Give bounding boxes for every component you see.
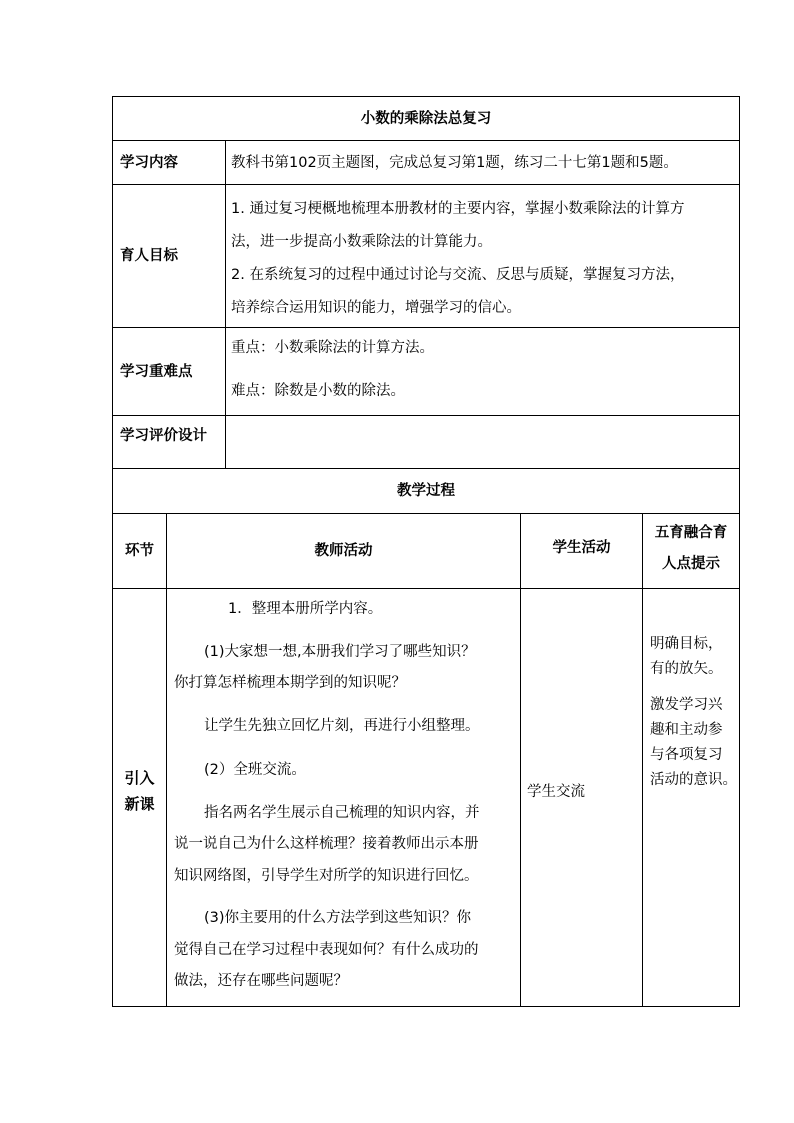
education-hint xyxy=(650,632,740,793)
table-rule xyxy=(112,1006,740,1007)
teacher-p6-line-3: 做法，还存在哪些问题呢？ xyxy=(174,973,348,989)
key-points-label: 学习重难点 xyxy=(120,363,193,380)
table-rule xyxy=(642,513,643,1007)
process-title: 教学过程 xyxy=(397,483,455,499)
teacher-p3: 让学生先独立回忆片刻，再进行小组整理。 xyxy=(204,718,480,734)
student-activity: 学生交流 xyxy=(527,784,585,800)
lesson-title: 小数的乘除法总复习 xyxy=(360,110,492,127)
teacher-p5-line-1: 指名两名学生展示自己梳理的知识内容，并 xyxy=(204,805,480,821)
table-rule xyxy=(739,96,740,1007)
stage-line-2: 新课 xyxy=(124,795,155,813)
header-student-activity: 学生活动 xyxy=(552,540,611,556)
teacher-p2-line-1: (1)大家想一想,本册我们学习了哪些知识？ xyxy=(204,644,476,660)
stage-cell xyxy=(113,765,166,817)
header-hint-line-2: 人点提示 xyxy=(662,556,720,572)
teacher-p1: 1．整理本册所学内容。 xyxy=(228,601,383,617)
content-label: 学习内容 xyxy=(120,154,178,171)
goal-item-1-line-2: 法，进一步提高小数乘除法的计算能力。 xyxy=(231,234,492,250)
goal-item-1-line-1: 1. 通过复习梗概地梳理本册教材的主要内容，掌握小数乘除法的计算方 xyxy=(231,201,685,217)
header-stage: 环节 xyxy=(125,543,154,559)
header-teacher-activity: 教师活动 xyxy=(314,543,373,559)
evaluation-label: 学习评价设计 xyxy=(120,428,207,444)
hint-line-4: 趣和主动参 xyxy=(650,722,723,738)
goals-text xyxy=(231,193,737,325)
goals-label: 育人目标 xyxy=(120,248,178,264)
hint-line-5: 与各项复习 xyxy=(650,747,723,763)
teacher-p2-line-2: 你打算怎样梳理本期学到的知识呢？ xyxy=(174,675,406,691)
teacher-p6-line-2: 觉得自己在学习过程中表现如何？有什么成功的 xyxy=(174,942,479,958)
hint-line-2: 有的放矢。 xyxy=(650,661,723,677)
teacher-p5-line-2: 说一说自己为什么这样梳理？接着教师出示本册 xyxy=(174,836,479,852)
goal-item-2-line-2: 培养综合运用知识的能力，增强学习的信心。 xyxy=(231,300,521,316)
teacher-p5-line-3: 知识网络图，引导学生对所学的知识进行回忆。 xyxy=(174,868,479,884)
table-rule xyxy=(520,513,521,1007)
table-rule xyxy=(112,588,740,589)
hint-line-6: 活动的意识。 xyxy=(650,772,737,788)
header-education-hint xyxy=(643,518,739,580)
key-point-text: 重点：小数乘除法的计算方法。 xyxy=(231,340,434,356)
teacher-p6-line-1: (3)你主要用的什么方法学到这些知识？你 xyxy=(204,910,472,926)
stage-line-1: 引入 xyxy=(124,769,155,787)
content-text: 教科书第102页主题图，完成总复习第1题，练习二十七第1题和5题。 xyxy=(231,154,678,171)
difficult-point-text: 难点：除数是小数的除法。 xyxy=(231,383,405,399)
goal-item-2-line-1: 2. 在系统复习的过程中通过讨论与交流、反思与质疑，掌握复习方法， xyxy=(231,267,685,283)
teacher-p4: (2）全班交流。 xyxy=(204,762,306,778)
header-hint-line-1: 五育融合育 xyxy=(654,525,728,541)
hint-line-3: 激发学习兴 xyxy=(650,697,723,713)
table-rule xyxy=(225,140,226,468)
hint-line-1: 明确目标， xyxy=(650,636,723,652)
